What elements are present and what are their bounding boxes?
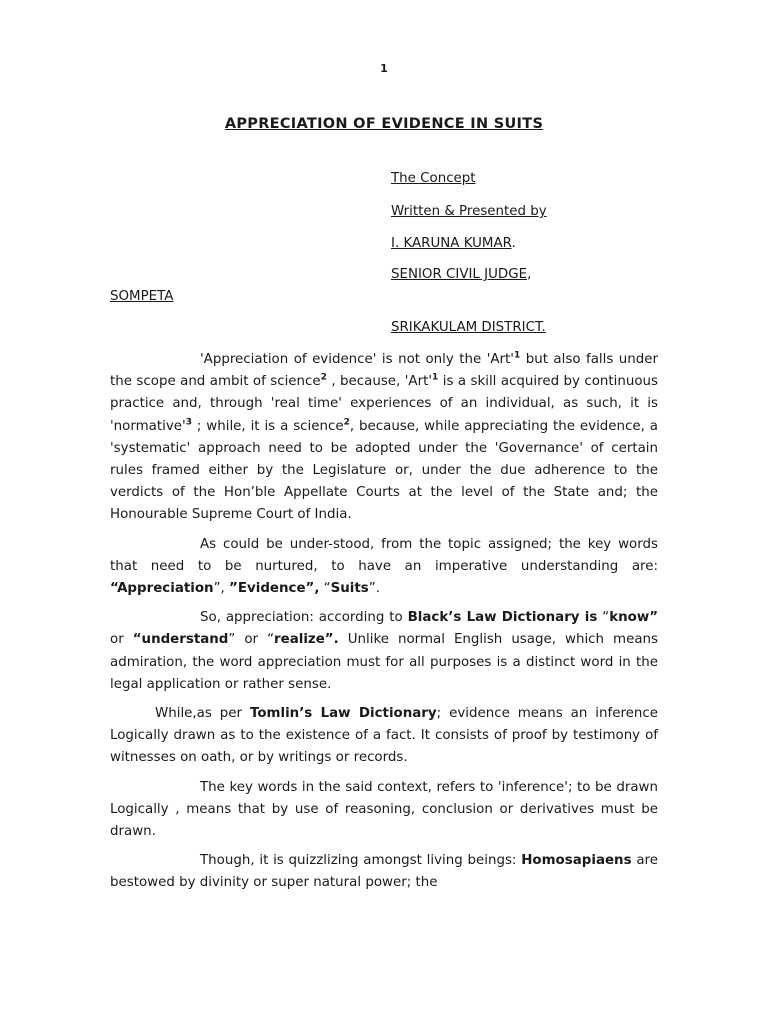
designation-suffix: , xyxy=(527,267,532,282)
p4-text-a: While,as per xyxy=(155,706,250,722)
p4-text-c: ; evidence means an inference Logically drawn as to the existence of a fact. It consists of proof by testimony of witnesses on oath, or by writings or records. xyxy=(110,706,658,766)
p3-text-g: ” or “ xyxy=(228,632,275,648)
p1-text-c: , because, 'Art' xyxy=(326,374,433,390)
document-body xyxy=(110,349,658,902)
paragraph-6 xyxy=(110,850,658,894)
footnote-ref: 2 xyxy=(320,372,327,383)
p1-text-b: but also falls under the scope and ambit of science xyxy=(110,352,658,390)
p3-text-i: Unlike normal English usage, which means admiration, the word appreciation must for all purposes is a distinct word in the legal application or rather sense. xyxy=(110,632,658,692)
keyword-know: know” xyxy=(609,610,658,626)
author-line xyxy=(391,236,516,251)
p6-text-a: Though, it is quizzlizing amongst living beings: xyxy=(200,853,522,869)
document-title: APPRECIATION OF EVIDENCE IN SUITS xyxy=(224,116,544,132)
keyword-evidence: ”Evidence”, xyxy=(229,581,320,597)
designation-text: SENIOR CIVIL JUDGE xyxy=(391,267,528,282)
blacks-law-ref: Black’s Law Dictionary is xyxy=(407,610,598,626)
p1-text-e: ; while, it is a science xyxy=(191,418,344,434)
keyword-appreciation: “Appreciation xyxy=(110,581,214,597)
p1-text-d: is a skill acquired by continuous practice and, through 'real time' experiences of an individual, as such, it is 'normative' xyxy=(110,374,659,434)
footnote-ref: 2 xyxy=(343,417,350,428)
p3-text-a: So, appreciation: according to xyxy=(200,610,408,626)
p1-text-f: , because, while appreciating the evidence, a 'systematic' approach need to be adopted under the 'Governance' of certain rules framed either by the Legislature or, under the due adherence to the verdicts of the Hon’ble Appellate Courts at the level of the State and; the Honourable Supreme Court of India. xyxy=(110,418,658,523)
paragraph-1 xyxy=(110,349,658,527)
footnote-ref: 3 xyxy=(185,417,192,428)
paragraph-2 xyxy=(110,534,658,601)
page-number: 1 xyxy=(380,62,388,75)
footnote-ref: 1 xyxy=(432,372,439,383)
author-suffix: . xyxy=(511,236,516,251)
p2-sep: “ xyxy=(319,581,331,597)
concept-line: The Concept xyxy=(391,171,476,186)
written-line: Written & Presented by xyxy=(391,204,547,219)
keyword-realize: realize”. xyxy=(274,632,339,648)
p2-sep: ”. xyxy=(368,581,380,597)
author-name: I. KARUNA KUMAR xyxy=(391,236,512,251)
p2-sep: ”, xyxy=(213,581,230,597)
p6-text-c: are bestowed by divinity or super natural power; the xyxy=(110,853,658,891)
paragraph-3 xyxy=(110,607,658,696)
district-line: SRIKAKULAM DISTRICT. xyxy=(391,320,546,335)
tomlins-law-ref: Tomlin’s Law Dictionary xyxy=(249,706,437,722)
paragraph-4 xyxy=(110,703,658,770)
keyword-suits: Suits xyxy=(330,581,369,597)
keyword-understand: “understand xyxy=(132,632,229,648)
paragraph-5: The key words in the said context, refers to 'inference'; to be drawn Logically , means that by use of reasoning, conclusion or derivatives must be drawn. xyxy=(110,779,658,840)
designation-line xyxy=(391,267,531,282)
p2-text-a: As could be under-stood, from the topic assigned; the key words that need to be nurtured, to have an imperative understanding are: xyxy=(110,536,658,574)
keyword-homosapiaens: Homosapiaens xyxy=(521,853,632,869)
p3-text-e: or xyxy=(110,632,133,648)
place-line: SOMPETA xyxy=(110,289,174,304)
footnote-ref: 1 xyxy=(513,350,521,361)
p1-text-a: 'Appreciation of evidence' is not only the 'Art' xyxy=(200,352,514,367)
p3-text-c: “ xyxy=(597,610,610,626)
